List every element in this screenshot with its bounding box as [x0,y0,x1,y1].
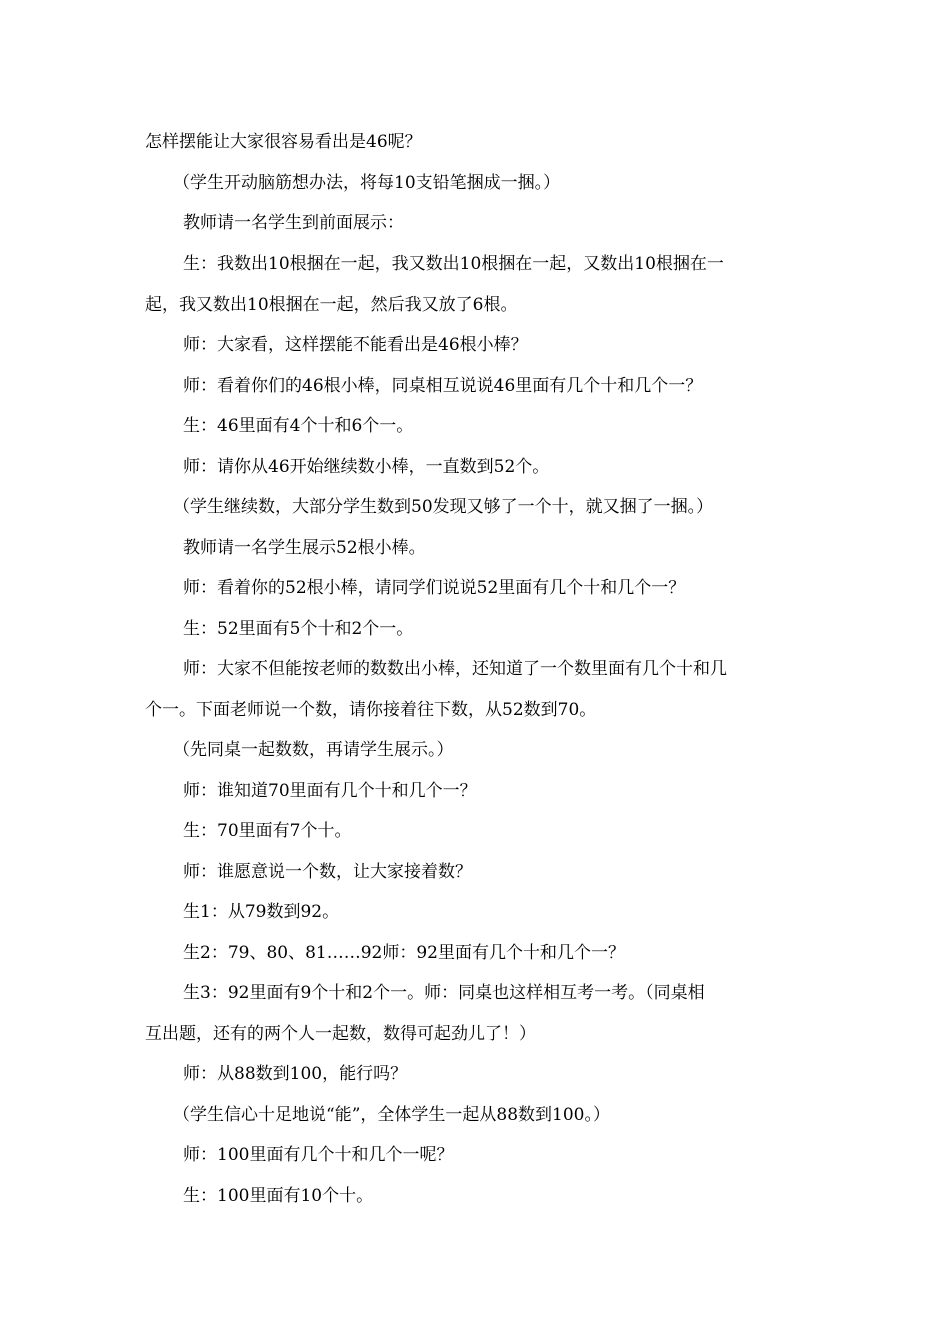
text-line: （学生开动脑筋想办法，将每10支铅笔捆成一捆。） [173,173,561,193]
text-line: 个一。下面老师说一个数，请你接着往下数，从52数到70。 [145,700,597,720]
text-line: 师：谁知道70里面有几个十和几个一？ [183,781,477,801]
text-line: 教师请一名学生到前面展示： [183,213,404,233]
text-line: 生：46里面有4个十和6个一。 [183,416,414,436]
text-line: （先同桌一起数数，再请学生展示。） [173,740,454,760]
text-line: 师：大家看，这样摆能不能看出是46根小棒？ [183,335,528,355]
text-line: 师：100里面有几个十和几个一呢？ [183,1145,454,1165]
text-line: 生：52里面有5个十和2个一。 [183,619,414,639]
text-line: 生：我数出10根捆在一起，我又数出10根捆在一起，又数出10根捆在一 [183,254,724,274]
text-line: 师：看着你们的46根小棒，同桌相互说说46里面有几个十和几个一？ [183,376,703,396]
text-line: 教师请一名学生展示52根小棒。 [183,538,426,558]
text-line: 生2：79、80、81……92师：92里面有几个十和几个一？ [183,943,625,963]
text-line: （学生继续数，大部分学生数到50发现又够了一个十，就又捆了一捆。） [173,497,714,517]
text-line: 生：70里面有7个十。 [183,821,352,841]
text-line: 师：从88数到100，能行吗？ [183,1064,408,1084]
text-line: 生：100里面有10个十。 [183,1186,374,1206]
text-line: 起，我又数出10根捆在一起，然后我又放了6根。 [145,295,518,315]
text-line: 师：大家不但能按老师的数数出小棒，还知道了一个数里面有几个十和几 [183,659,727,679]
text-line: （学生信心十足地说“能”，全体学生一起从88数到100。） [173,1105,610,1125]
text-line: 互出题，还有的两个人一起数，数得可起劲儿了！） [145,1024,536,1044]
text-line: 怎样摆能让大家很容易看出是46呢？ [145,132,422,152]
text-line: 师：请你从46开始继续数小棒，一直数到52个。 [183,457,550,477]
text-line: 生1：从79数到92。 [183,902,340,922]
text-line: 生3：92里面有9个十和2个一。师：同桌也这样相互考一考。（同桌相 [183,983,705,1003]
text-line: 师：谁愿意说一个数，让大家接着数？ [183,862,472,882]
text-line: 师：看着你的52根小棒，请同学们说说52里面有几个十和几个一？ [183,578,686,598]
